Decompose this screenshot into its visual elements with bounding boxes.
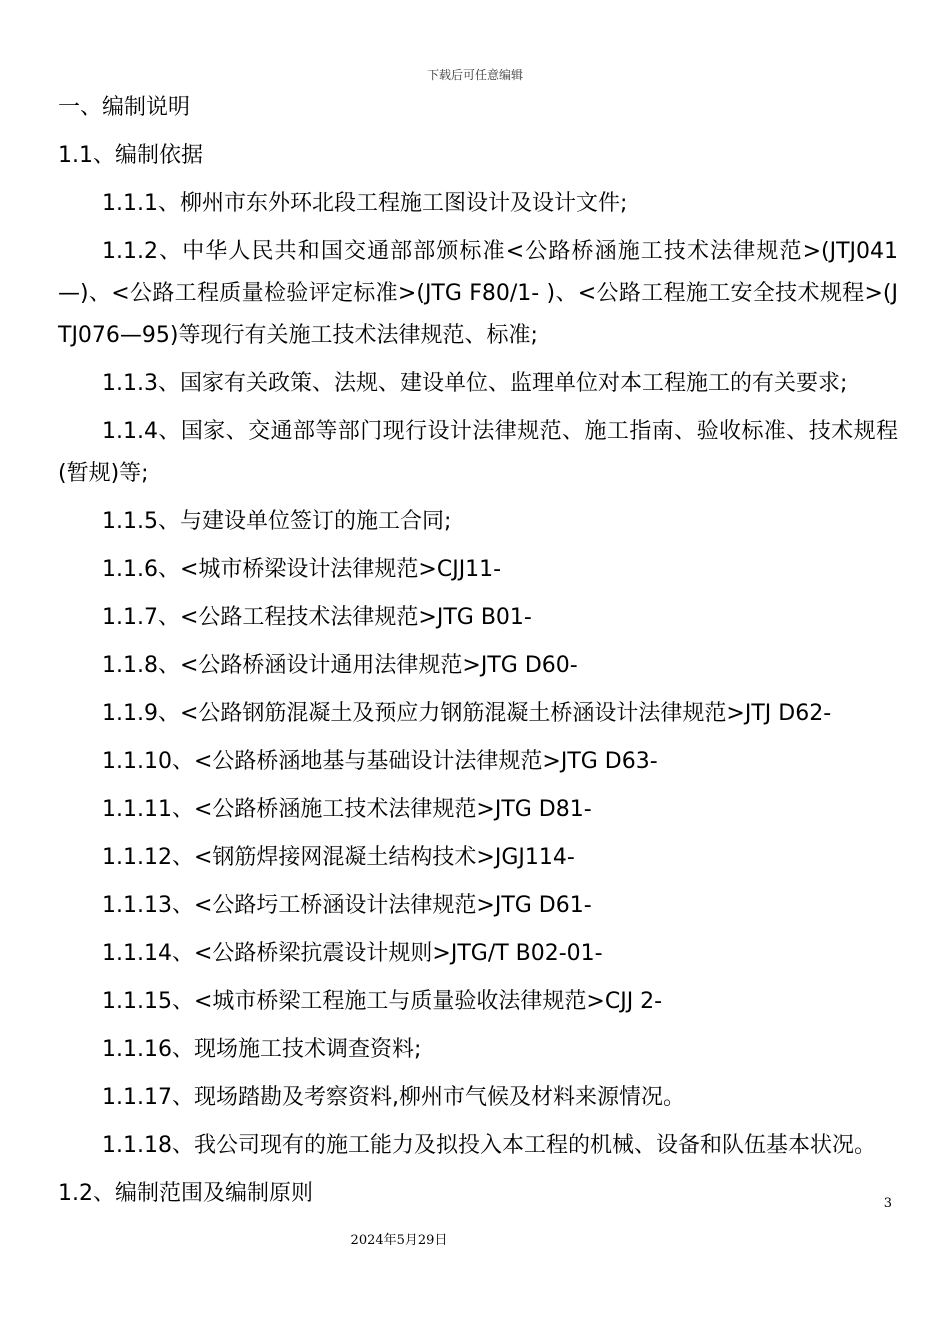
footer-date: 2024年5月29日 [350, 1233, 448, 1248]
section-heading: 一、编制说明 [58, 95, 191, 120]
list-item: 1.1.5、与建设单位签订的施工合同; [102, 509, 452, 534]
list-item: 1.1.14、<公路桥梁抗震设计规则>JTG/T B02-01- [102, 941, 603, 966]
list-item: 1.1.9、<公路钢筋混凝土及预应力钢筋混凝土桥涵设计法律规范>JTJ D62- [102, 701, 832, 726]
list-item: 1.1.13、<公路圬工桥涵设计法律规范>JTG D61- [102, 893, 592, 918]
list-item: 1.1.15、<城市桥梁工程施工与质量验收法律规范>CJJ 2- [102, 989, 663, 1014]
subsection-heading: 1.1、编制依据 [58, 143, 203, 168]
list-item: 1.1.18、我公司现有的施工能力及拟投入本工程的机械、设备和队伍基本状况。 [102, 1133, 876, 1158]
list-item: 1.1.7、<公路工程技术法律规范>JTG B01- [102, 605, 532, 630]
list-item: 1.1.6、<城市桥梁设计法律规范>CJJ11- [102, 557, 502, 582]
list-item: 1.1.2、中华人民共和国交通部部颁标准<公路桥涵施工技术法律规范>(JTJ041—)、<公路工程质量检验评定标准>(JTG F80/1- )、<公路工程施工安全技术规程>(JTJ076—95)等现行有关施工技术法律规范、标准; [58, 239, 898, 348]
list-item: 1.1.11、<公路桥涵施工技术法律规范>JTG D81- [102, 797, 592, 822]
list-item: 1.1.17、现场踏勘及考察资料,柳州市气候及材料来源情况。 [102, 1085, 685, 1110]
list-item: 1.1.8、<公路桥涵设计通用法律规范>JTG D60- [102, 653, 578, 678]
list-item: 1.1.16、现场施工技术调查资料; [102, 1037, 422, 1062]
list-item: 1.1.12、<钢筋焊接网混凝土结构技术>JGJ114- [102, 845, 575, 870]
list-item: 1.1.4、国家、交通部等部门现行设计法律规范、施工指南、验收标准、技术规程(暂规)等; [58, 419, 898, 486]
document-body [58, 84, 898, 1218]
header-note: 下载后可任意编辑 [426, 68, 523, 82]
list-item: 1.1.1、柳州市东外环北段工程施工图设计及设计文件; [102, 191, 628, 216]
page-number: 3 [883, 1196, 892, 1211]
list-item: 1.1.3、国家有关政策、法规、建设单位、监理单位对本工程施工的有关要求; [102, 371, 848, 396]
subsection-heading: 1.2、编制范围及编制原则 [58, 1181, 313, 1206]
list-item: 1.1.10、<公路桥涵地基与基础设计法律规范>JTG D63- [102, 749, 658, 774]
